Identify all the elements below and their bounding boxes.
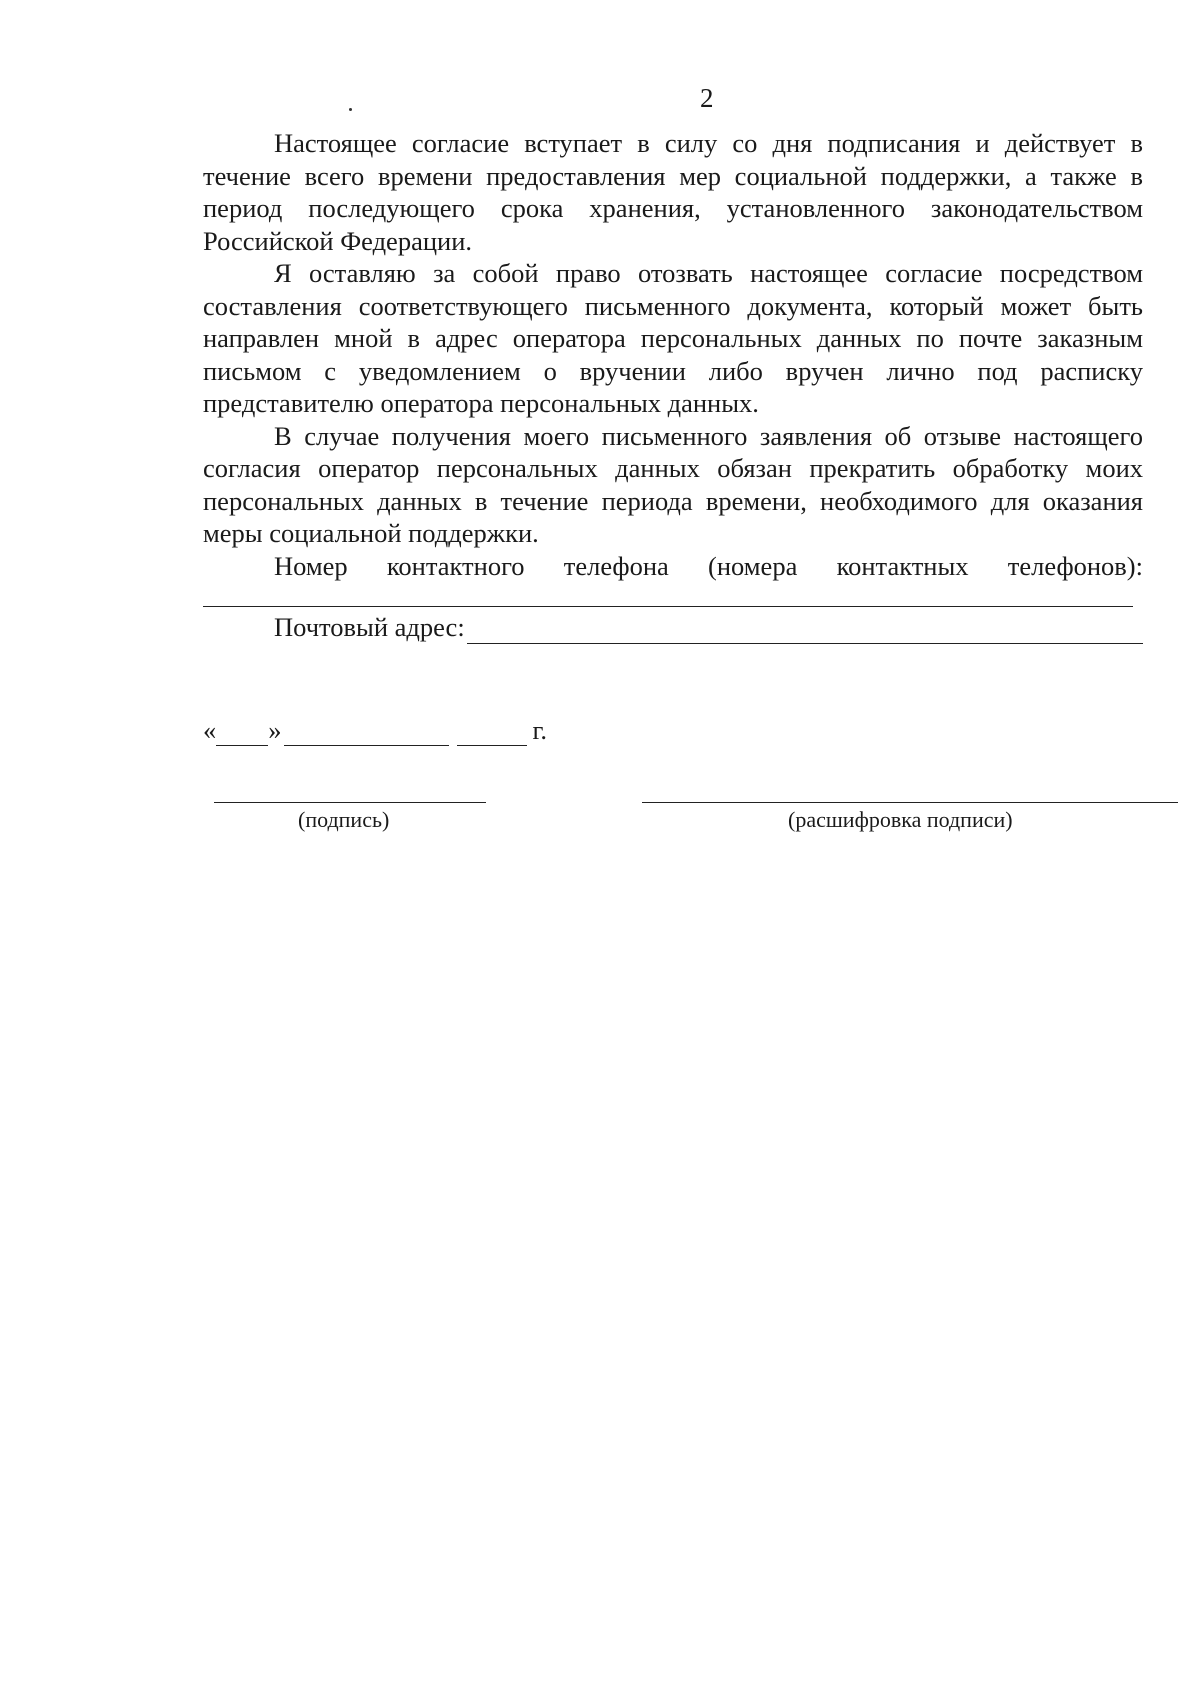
paragraph-withdrawal-effect: В случае получения моего письменного заявления об отзыве настоящего согласия оператор персональных данных обязан прекратить обработку моих персональных данных в течение периода времени, необходимого для оказания меры социальной поддержки. — [203, 420, 1143, 548]
date-year-blank[interactable] — [457, 723, 527, 746]
signature-caption: (подпись) — [298, 807, 390, 832]
scan-speck — [349, 108, 352, 111]
date-month-blank[interactable] — [284, 723, 449, 746]
address-input-line[interactable] — [467, 619, 1143, 644]
page-number: 2 — [700, 83, 714, 113]
address-field — [203, 611, 1143, 644]
signature-line[interactable] — [214, 802, 486, 803]
date-year-suffix: г. — [532, 715, 548, 745]
phone-field — [203, 550, 1143, 583]
paragraph-validity: Настоящее согласие вступает в силу со дня подписания и действует в течение всего времени предоставления мер социальной поддержки, а также в период последующего срока хранения, установленного законодательством Российской Федерации. — [203, 128, 1143, 256]
paragraph-withdrawal-right: Я оставляю за собой право отозвать настоящее согласие посредством составления соответствующего письменного документа, который может быть направлен мной в адрес оператора персональных данных по почте заказным письмом с уведомлением о вручении либо вручен лично под расписку представителю оператора персональных данных. — [203, 258, 1143, 418]
address-field-label: Почтовый адрес: — [274, 612, 465, 642]
consent-body — [203, 127, 1143, 644]
date-field — [203, 714, 547, 746]
signature-decoding-caption: (расшифровка подписи) — [788, 807, 1013, 832]
phone-input-line[interactable] — [203, 582, 1133, 607]
signature-decoding-line[interactable] — [642, 802, 1178, 803]
date-day-blank[interactable] — [216, 723, 268, 746]
date-close-quote: » — [268, 715, 282, 745]
phone-field-label: Номер контактного телефона (номера контактных телефонов): — [274, 550, 1143, 581]
date-open-quote: « — [203, 715, 217, 745]
